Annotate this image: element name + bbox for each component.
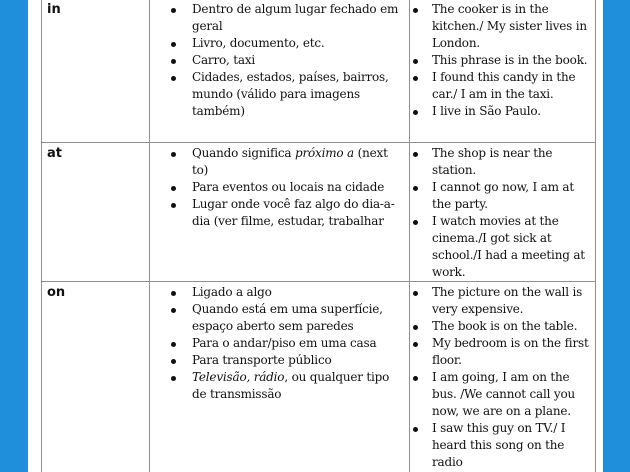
list-item: Para o andar/piso em uma casa (150, 335, 409, 352)
bullet-icon (413, 59, 418, 64)
usage-cell (150, 0, 410, 143)
list-item: The book is on the table. (410, 318, 595, 335)
list-item: The cooker is in the kitchen./ My sister lives in London. (410, 1, 595, 52)
bullet-icon (413, 152, 418, 157)
preposition-cell (42, 282, 150, 472)
list-item: I am going, I am on the bus. /We cannot call you now, we are on a plane. (410, 369, 595, 420)
bullet-icon (171, 76, 176, 81)
bullet-icon (171, 42, 176, 47)
list-item: This phrase is in the book. (410, 52, 595, 69)
bullet-icon (413, 76, 418, 81)
usage-list (150, 143, 409, 230)
bullet-icon (413, 8, 418, 13)
bullet-icon (413, 220, 418, 225)
document-page (28, 0, 603, 472)
preposition-label: on (47, 285, 66, 300)
list-item: I watch movies at the cinema./I got sick at school./I had a meeting at work. (410, 213, 595, 281)
usage-list (150, 282, 409, 403)
bullet-icon (413, 427, 418, 432)
preposition-label: at (47, 146, 62, 161)
list-item: I saw this guy on TV./ I heard this song on the radio (410, 420, 595, 471)
bullet-icon (171, 359, 176, 364)
example-list (410, 143, 595, 281)
bullet-icon (171, 308, 176, 313)
list-item: Dentro de algum lugar fechado em geral (150, 1, 409, 35)
prepositions-table (41, 0, 596, 472)
bullet-icon (171, 342, 176, 347)
bullet-icon (413, 342, 418, 347)
list-item: Cidades, estados, países, bairros, mundo (válido para imagens também) (150, 69, 409, 120)
preposition-cell (42, 143, 150, 282)
preposition-cell (42, 0, 150, 143)
list-item: The picture on the wall is very expensive. (410, 284, 595, 318)
list-item: Ligado a algo (150, 284, 409, 301)
bullet-icon (413, 325, 418, 330)
bullet-icon (171, 376, 176, 381)
preposition-label: in (47, 2, 61, 17)
bullet-icon (171, 59, 176, 64)
bullet-icon (413, 376, 418, 381)
bullet-icon (171, 8, 176, 13)
usage-list (150, 0, 409, 120)
table-row (42, 143, 596, 282)
list-item: Quando significa próximo a (next to) (150, 145, 409, 179)
bullet-icon (171, 152, 176, 157)
list-item: The shop is near the station. (410, 145, 595, 179)
example-list (410, 0, 595, 120)
list-item: Televisão, rádio, ou qualquer tipo de transmissão (150, 369, 409, 403)
example-cell (410, 0, 596, 143)
bullet-icon (171, 186, 176, 191)
bullet-icon (413, 110, 418, 115)
usage-cell (150, 282, 410, 472)
bullet-icon (171, 203, 176, 208)
bullet-icon (413, 186, 418, 191)
list-item: I found this candy in the car./ I am in the taxi. (410, 69, 595, 103)
example-list (410, 282, 595, 471)
bullet-icon (171, 291, 176, 296)
list-item: Para eventos ou locais na cidade (150, 179, 409, 196)
list-item: Quando está em uma superfície, espaço aberto sem paredes (150, 301, 409, 335)
example-cell (410, 143, 596, 282)
usage-cell (150, 143, 410, 282)
list-item: Livro, documento, etc. (150, 35, 409, 52)
list-item: Carro, taxi (150, 52, 409, 69)
list-item: I live in São Paulo. (410, 103, 595, 120)
table-row (42, 282, 596, 472)
list-item: Lugar onde você faz algo do dia-a-dia (ver filme, estudar, trabalhar (150, 196, 409, 230)
example-cell (410, 282, 596, 472)
bullet-icon (413, 291, 418, 296)
table-row (42, 0, 596, 143)
list-item: My bedroom is on the first floor. (410, 335, 595, 369)
list-item: Para transporte público (150, 352, 409, 369)
list-item: I cannot go now, I am at the party. (410, 179, 595, 213)
